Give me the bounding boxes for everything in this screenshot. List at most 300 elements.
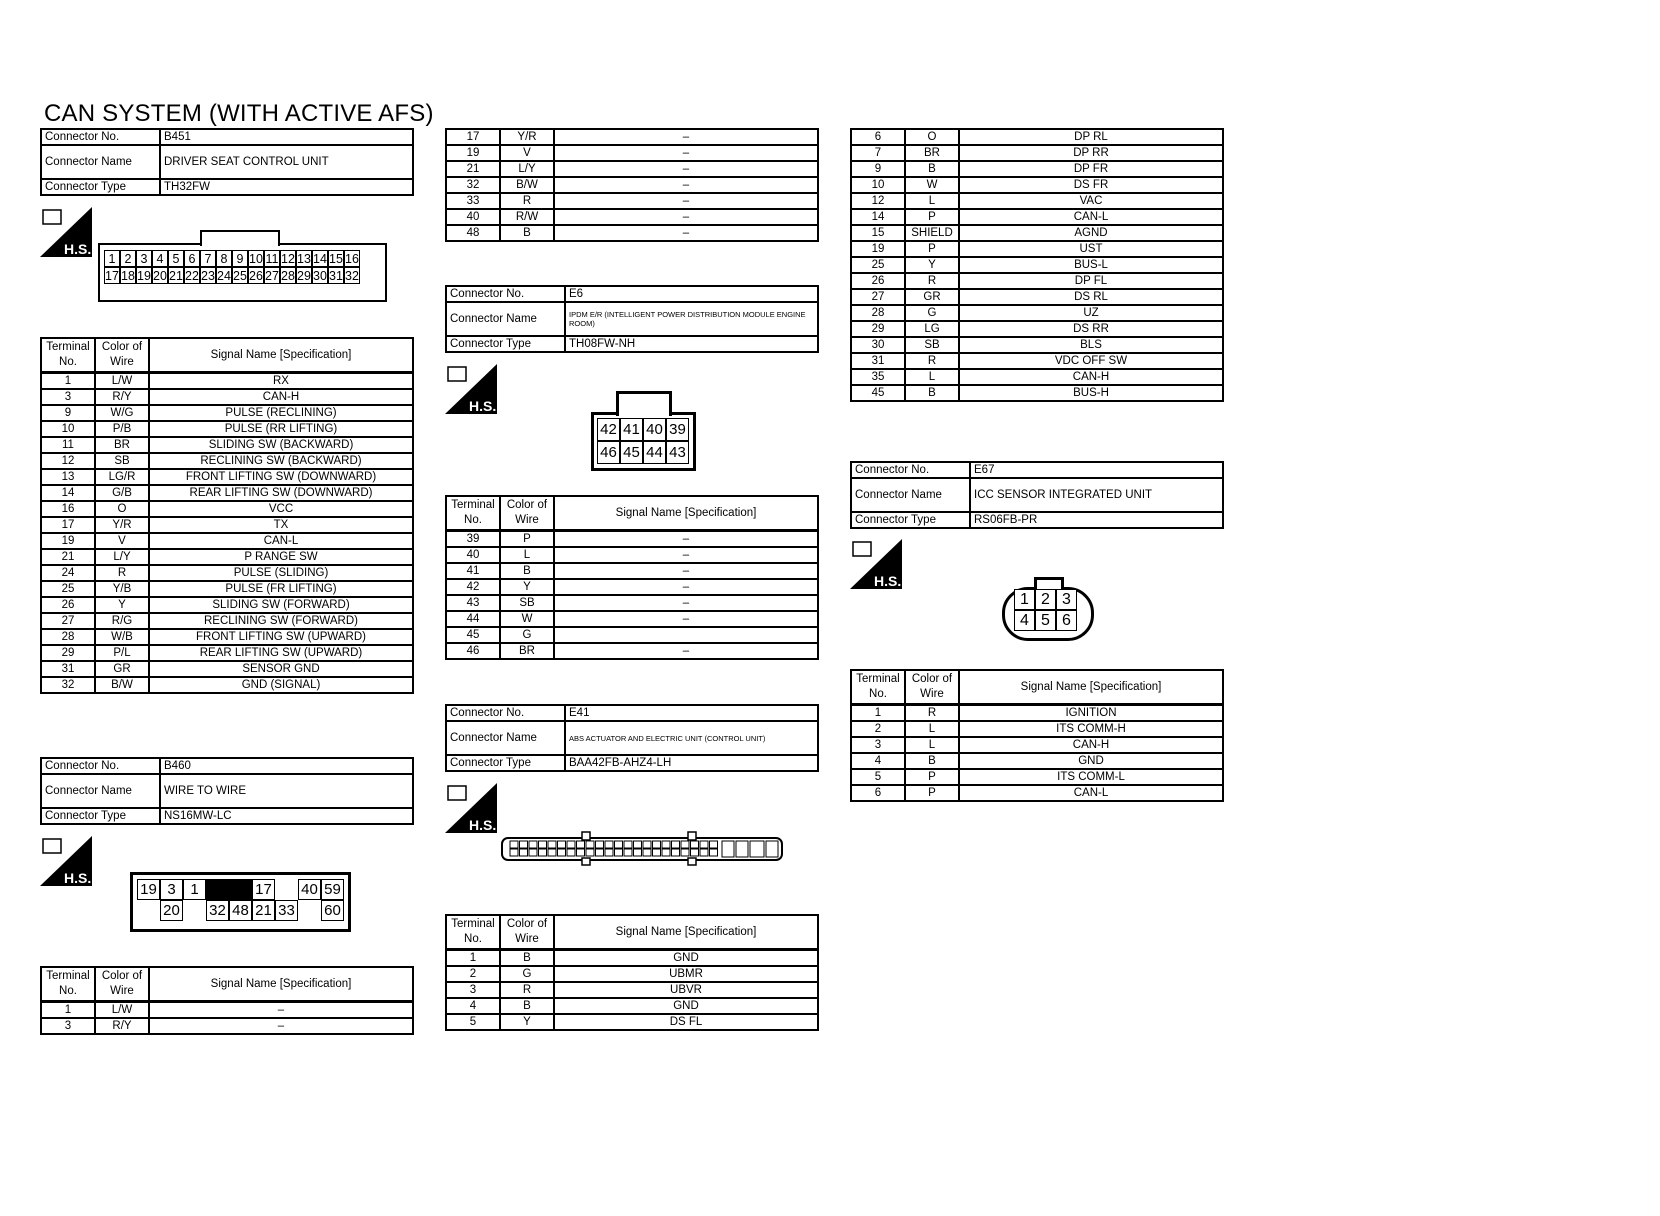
terminal-no-cell: 17	[446, 129, 500, 145]
signal-name-cell: –	[149, 1018, 413, 1034]
pin: 40	[643, 418, 666, 441]
signal-name-cell: DS FR	[959, 177, 1223, 193]
signal-name-cell: CAN-H	[959, 369, 1223, 385]
pin: 43	[666, 441, 689, 464]
wire-color-cell: SB	[500, 595, 554, 611]
signal-name-cell: –	[554, 563, 818, 579]
terminal-no-cell: 10	[851, 177, 905, 193]
terminal-no-cell: 6	[851, 129, 905, 145]
pin: 5	[1035, 610, 1056, 631]
page-title: CAN SYSTEM (WITH ACTIVE AFS)	[44, 100, 434, 127]
terminal-no-header: Terminal No.	[446, 496, 500, 531]
wire-color-cell: SB	[95, 453, 149, 469]
e41-pin	[681, 841, 689, 848]
signal-name-cell: REAR LIFTING SW (DOWNWARD)	[149, 485, 413, 501]
signal-name-cell: –	[554, 595, 818, 611]
signal-name-cell: REAR LIFTING SW (UPWARD)	[149, 645, 413, 661]
connector-face-e41	[500, 830, 785, 866]
pin-empty	[275, 879, 298, 900]
terminal-row	[446, 161, 818, 177]
connector-info-e67	[850, 461, 1224, 529]
e41-pin	[662, 841, 670, 848]
signal-name-cell: FRONT LIFTING SW (DOWNWARD)	[149, 469, 413, 485]
connector-name-label: Connector Name	[41, 145, 160, 179]
terminal-row	[41, 597, 413, 613]
signal-name-cell: TX	[149, 517, 413, 533]
terminal-no-cell: 32	[446, 177, 500, 193]
terminal-row	[851, 177, 1223, 193]
wire-color-cell: L	[905, 193, 959, 209]
terminal-table-e6	[445, 495, 819, 660]
terminal-row	[851, 273, 1223, 289]
connector-type-label: Connector Type	[41, 808, 160, 824]
e41-pin	[577, 849, 585, 856]
pin: 18	[121, 268, 135, 283]
terminal-no-cell: 9	[851, 161, 905, 177]
signal-name-cell: DP FL	[959, 273, 1223, 289]
terminal-no-cell: 3	[446, 982, 500, 998]
signal-name-cell: FRONT LIFTING SW (UPWARD)	[149, 629, 413, 645]
signal-name-cell: –	[149, 1002, 413, 1019]
e41-pin	[643, 841, 651, 848]
terminal-row	[446, 531, 818, 548]
terminal-no-cell: 46	[446, 643, 500, 659]
signal-name-header: Signal Name [Specification]	[149, 338, 413, 373]
signal-name-cell: ITS COMM-H	[959, 721, 1223, 737]
wire-color-cell: L	[905, 737, 959, 753]
terminal-no-cell: 1	[851, 705, 905, 722]
terminal-no-cell: 39	[446, 531, 500, 548]
terminal-row	[851, 129, 1223, 145]
wire-color-cell: O	[905, 129, 959, 145]
connector-type-value: TH32FW	[160, 179, 413, 195]
connector-type-label: Connector Type	[446, 755, 565, 771]
wire-color-cell: R/Y	[95, 389, 149, 405]
pin: 19	[137, 879, 160, 900]
terminal-no-cell: 26	[41, 597, 95, 613]
terminal-table-b451	[40, 337, 414, 694]
signal-name-cell: UST	[959, 241, 1223, 257]
wire-color-cell: B	[500, 950, 554, 967]
terminal-no-cell: 2	[446, 966, 500, 982]
terminal-no-cell: 25	[41, 581, 95, 597]
terminal-no-header: Terminal No.	[446, 915, 500, 950]
signal-name-header: Signal Name [Specification]	[959, 670, 1223, 705]
wire-color-cell: P	[905, 785, 959, 801]
pin: 13	[297, 251, 311, 266]
terminal-row	[41, 501, 413, 517]
pin: 12	[281, 251, 295, 266]
pin: 5	[168, 250, 184, 267]
terminal-no-cell: 21	[446, 161, 500, 177]
signal-name-cell: AGND	[959, 225, 1223, 241]
connector-info-b460	[40, 757, 414, 825]
terminal-no-cell: 1	[41, 1002, 95, 1019]
e41-pin	[520, 849, 528, 856]
wire-color-cell: G	[500, 627, 554, 643]
svg-text:H.S.: H.S.	[64, 870, 92, 886]
wire-color-cell: B	[905, 753, 959, 769]
terminal-row	[41, 677, 413, 693]
pin: 46	[597, 441, 620, 464]
wire-color-cell: R/Y	[95, 1018, 149, 1034]
pin: 17	[105, 268, 119, 283]
terminal-row	[41, 405, 413, 421]
terminal-row	[446, 177, 818, 193]
terminal-no-cell: 29	[41, 645, 95, 661]
signal-name-cell: CAN-L	[149, 533, 413, 549]
pin: 23	[201, 268, 215, 283]
wire-color-cell: L/W	[95, 1002, 149, 1019]
connector-no-label: Connector No.	[41, 758, 160, 774]
terminal-row	[41, 453, 413, 469]
pin: 4	[1014, 610, 1035, 631]
terminal-row	[851, 161, 1223, 177]
terminal-row	[41, 565, 413, 581]
connector-no-label: Connector No.	[41, 129, 160, 145]
terminal-row	[446, 209, 818, 225]
signal-name-cell: –	[554, 643, 818, 659]
e41-pin	[691, 849, 699, 856]
terminal-no-header: Terminal No.	[851, 670, 905, 705]
terminal-no-cell: 3	[41, 389, 95, 405]
terminal-no-cell: 12	[41, 453, 95, 469]
wire-color-cell: R	[905, 353, 959, 369]
terminal-row	[41, 629, 413, 645]
terminal-row	[41, 373, 413, 390]
terminal-row	[446, 145, 818, 161]
connector-no-value: E6	[565, 286, 818, 302]
connector-no-value: B460	[160, 758, 413, 774]
connector-name-value: ICC SENSOR INTEGRATED UNIT	[970, 478, 1223, 512]
e41-pin	[567, 849, 575, 856]
terminal-no-cell: 9	[41, 405, 95, 421]
connector-type-value: RS06FB-PR	[970, 512, 1223, 528]
terminal-no-cell: 7	[851, 145, 905, 161]
wire-color-cell: B	[905, 161, 959, 177]
signal-name-cell: SLIDING SW (BACKWARD)	[149, 437, 413, 453]
terminal-row	[851, 737, 1223, 753]
pin: 11	[265, 251, 279, 266]
wire-color-cell: O	[95, 501, 149, 517]
terminal-no-cell: 16	[41, 501, 95, 517]
pin: 20	[153, 268, 167, 283]
signal-name-cell: PULSE (SLIDING)	[149, 565, 413, 581]
signal-name-cell: DP RR	[959, 145, 1223, 161]
terminal-table-e41-continued	[850, 128, 1224, 402]
pin: 7	[200, 250, 216, 267]
terminal-no-cell: 11	[41, 437, 95, 453]
terminal-no-cell: 24	[41, 565, 95, 581]
pin: 6	[1056, 610, 1077, 631]
signal-name-cell: GND (SIGNAL)	[149, 677, 413, 693]
connector-name-value: ABS ACTUATOR AND ELECTRIC UNIT (CONTROL UNIT)	[565, 721, 818, 755]
terminal-no-cell: 4	[851, 753, 905, 769]
pin: 3	[136, 250, 152, 267]
signal-name-cell: BLS	[959, 337, 1223, 353]
terminal-no-cell: 17	[41, 517, 95, 533]
wire-color-cell: P	[500, 531, 554, 548]
e41-pin	[586, 841, 594, 848]
connector-name-label: Connector Name	[41, 774, 160, 808]
wire-color-cell: GR	[905, 289, 959, 305]
wire-color-cell: P	[905, 769, 959, 785]
terminal-no-cell: 5	[851, 769, 905, 785]
terminal-row	[851, 257, 1223, 273]
terminal-row	[446, 579, 818, 595]
wire-color-cell: R/G	[95, 613, 149, 629]
terminal-row	[41, 613, 413, 629]
wire-color-cell: Y/R	[95, 517, 149, 533]
terminal-row	[446, 627, 818, 643]
signal-name-cell: UBVR	[554, 982, 818, 998]
e41-pin	[529, 841, 537, 848]
terminal-row	[446, 998, 818, 1014]
terminal-no-cell: 1	[446, 950, 500, 967]
terminal-row	[446, 950, 818, 967]
pin-empty	[183, 900, 206, 921]
e41-pin	[596, 841, 604, 848]
terminal-no-cell: 13	[41, 469, 95, 485]
pin: 21	[252, 900, 275, 921]
terminal-no-cell: 19	[41, 533, 95, 549]
signal-name-cell: VCC	[149, 501, 413, 517]
pin: 31	[329, 268, 343, 283]
pin: 3	[160, 879, 183, 900]
e41-pin	[548, 841, 556, 848]
pin: 32	[345, 268, 359, 283]
wire-color-cell: B	[500, 998, 554, 1014]
terminal-no-cell: 10	[41, 421, 95, 437]
connector-no-value: B451	[160, 129, 413, 145]
terminal-no-cell: 31	[41, 661, 95, 677]
terminal-no-cell: 15	[851, 225, 905, 241]
wire-color-cell: W	[905, 177, 959, 193]
pin: 10	[249, 251, 263, 266]
pin: 21	[169, 268, 183, 283]
e41-pin	[615, 841, 623, 848]
signal-name-cell: –	[554, 209, 818, 225]
e41-pin	[643, 849, 651, 856]
pin: 4	[152, 250, 168, 267]
connector-info-e6	[445, 285, 819, 353]
signal-name-cell: IGNITION	[959, 705, 1223, 722]
harness-side-icon	[40, 836, 92, 886]
signal-name-cell: VAC	[959, 193, 1223, 209]
signal-name-cell: CAN-H	[959, 737, 1223, 753]
connector-type-value: NS16MW-LC	[160, 808, 413, 824]
wire-color-cell: V	[500, 145, 554, 161]
terminal-no-cell: 41	[446, 563, 500, 579]
pin: 2	[120, 250, 136, 267]
color-of-wire-header: Color of Wire	[905, 670, 959, 705]
terminal-table-e67	[850, 669, 1224, 802]
terminal-row	[446, 966, 818, 982]
harness-side-icon	[40, 207, 92, 257]
signal-name-cell: –	[554, 611, 818, 627]
wire-color-cell: SHIELD	[905, 225, 959, 241]
terminal-row	[446, 563, 818, 579]
signal-name-cell: –	[554, 531, 818, 548]
svg-text:H.S.: H.S.	[469, 817, 497, 833]
e41-pin	[558, 841, 566, 848]
terminal-row	[446, 193, 818, 209]
connector-name-value: WIRE TO WIRE	[160, 774, 413, 808]
terminal-no-cell: 12	[851, 193, 905, 209]
terminal-no-cell: 29	[851, 321, 905, 337]
terminal-row	[446, 129, 818, 145]
wire-color-cell: R	[905, 273, 959, 289]
wire-color-cell: P/B	[95, 421, 149, 437]
wire-color-cell: L/W	[95, 373, 149, 390]
signal-name-cell: BUS-H	[959, 385, 1223, 401]
connector-name-label: Connector Name	[851, 478, 970, 512]
signal-name-cell: DP RL	[959, 129, 1223, 145]
e41-pin	[700, 849, 708, 856]
wire-color-cell: Y	[905, 257, 959, 273]
terminal-no-cell: 31	[851, 353, 905, 369]
signal-name-cell: PULSE (FR LIFTING)	[149, 581, 413, 597]
signal-name-cell: RX	[149, 373, 413, 390]
signal-name-cell: –	[554, 129, 818, 145]
terminal-row	[851, 753, 1223, 769]
pin: 28	[281, 268, 295, 283]
terminal-row	[446, 1014, 818, 1030]
signal-name-cell: VDC OFF SW	[959, 353, 1223, 369]
e41-pin	[634, 841, 642, 848]
e41-pin	[691, 841, 699, 848]
e41-pin	[539, 841, 547, 848]
signal-name-cell: –	[554, 177, 818, 193]
pin: 30	[313, 268, 327, 283]
wire-color-cell: Y/B	[95, 581, 149, 597]
terminal-row	[851, 321, 1223, 337]
terminal-row	[446, 225, 818, 241]
signal-name-cell: P RANGE SW	[149, 549, 413, 565]
connector-name-label: Connector Name	[446, 721, 565, 755]
e41-pin	[662, 849, 670, 856]
terminal-row	[851, 289, 1223, 305]
e41-pin	[653, 849, 661, 856]
e41-pin	[577, 841, 585, 848]
terminal-row	[41, 485, 413, 501]
signal-name-cell: ITS COMM-L	[959, 769, 1223, 785]
wire-color-cell: R	[500, 982, 554, 998]
terminal-no-cell: 33	[446, 193, 500, 209]
wire-color-cell: BR	[500, 643, 554, 659]
pin: 40	[298, 879, 321, 900]
pin: 44	[643, 441, 666, 464]
signal-name-cell: UZ	[959, 305, 1223, 321]
connector-no-label: Connector No.	[446, 705, 565, 721]
wire-color-cell: G	[905, 305, 959, 321]
terminal-no-cell: 21	[41, 549, 95, 565]
terminal-row	[41, 581, 413, 597]
terminal-row	[851, 145, 1223, 161]
signal-name-cell: GND	[554, 998, 818, 1014]
wire-color-cell: R	[905, 705, 959, 722]
terminal-row	[851, 721, 1223, 737]
e41-pin	[605, 841, 613, 848]
terminal-no-cell: 3	[851, 737, 905, 753]
signal-name-cell: CAN-L	[959, 785, 1223, 801]
terminal-no-cell: 28	[851, 305, 905, 321]
color-of-wire-header: Color of Wire	[500, 915, 554, 950]
pin: 9	[232, 250, 248, 267]
pin: 17	[252, 879, 275, 900]
terminal-no-header: Terminal No.	[41, 967, 95, 1002]
wire-color-cell: SB	[905, 337, 959, 353]
pin: 1	[1014, 589, 1035, 610]
e41-pin	[529, 849, 537, 856]
signal-name-cell: –	[554, 547, 818, 563]
wire-color-cell: P	[905, 241, 959, 257]
wire-color-cell: Y	[500, 1014, 554, 1030]
e41-pin	[548, 849, 556, 856]
pin: 6	[184, 250, 200, 267]
pin: 48	[229, 900, 252, 921]
signal-name-cell: GND	[959, 753, 1223, 769]
e41-pin	[605, 849, 613, 856]
terminal-no-cell: 45	[446, 627, 500, 643]
e41-pin	[653, 841, 661, 848]
e41-pin	[586, 849, 594, 856]
connector-face-b451	[98, 243, 387, 302]
e41-pin	[615, 849, 623, 856]
pin: 32	[206, 900, 229, 921]
terminal-row	[851, 241, 1223, 257]
wire-color-cell: R	[500, 193, 554, 209]
terminal-row	[851, 353, 1223, 369]
pin: 41	[620, 418, 643, 441]
terminal-row	[851, 225, 1223, 241]
wire-color-cell: LG/R	[95, 469, 149, 485]
terminal-no-cell: 14	[41, 485, 95, 501]
harness-side-icon	[445, 783, 497, 833]
pin: 39	[666, 418, 689, 441]
connector-face-e6	[591, 412, 696, 471]
terminal-no-cell: 26	[851, 273, 905, 289]
e41-pin	[510, 841, 518, 848]
wire-color-cell: Y/R	[500, 129, 554, 145]
signal-name-cell: CAN-L	[959, 209, 1223, 225]
e41-pin	[710, 849, 718, 856]
color-of-wire-header: Color of Wire	[95, 338, 149, 373]
wire-color-cell: LG	[905, 321, 959, 337]
connector-type-label: Connector Type	[41, 179, 160, 195]
wire-color-cell: BR	[95, 437, 149, 453]
signal-name-cell: GND	[554, 950, 818, 967]
e41-pin	[672, 841, 680, 848]
connector-type-label: Connector Type	[851, 512, 970, 528]
wire-color-cell: P	[905, 209, 959, 225]
wire-color-cell: P/L	[95, 645, 149, 661]
wire-color-cell: R/W	[500, 209, 554, 225]
e41-pin	[710, 841, 718, 848]
terminal-no-cell: 44	[446, 611, 500, 627]
terminal-row	[41, 437, 413, 453]
wire-color-cell: B	[500, 225, 554, 241]
terminal-no-cell: 27	[851, 289, 905, 305]
terminal-row	[446, 595, 818, 611]
connector-info-b451	[40, 128, 414, 196]
pin-empty	[298, 900, 321, 921]
pin: 16	[345, 251, 359, 266]
wire-color-cell: B	[905, 385, 959, 401]
signal-name-cell: –	[554, 145, 818, 161]
wire-color-cell: Y	[95, 597, 149, 613]
svg-text:H.S.: H.S.	[469, 398, 497, 414]
